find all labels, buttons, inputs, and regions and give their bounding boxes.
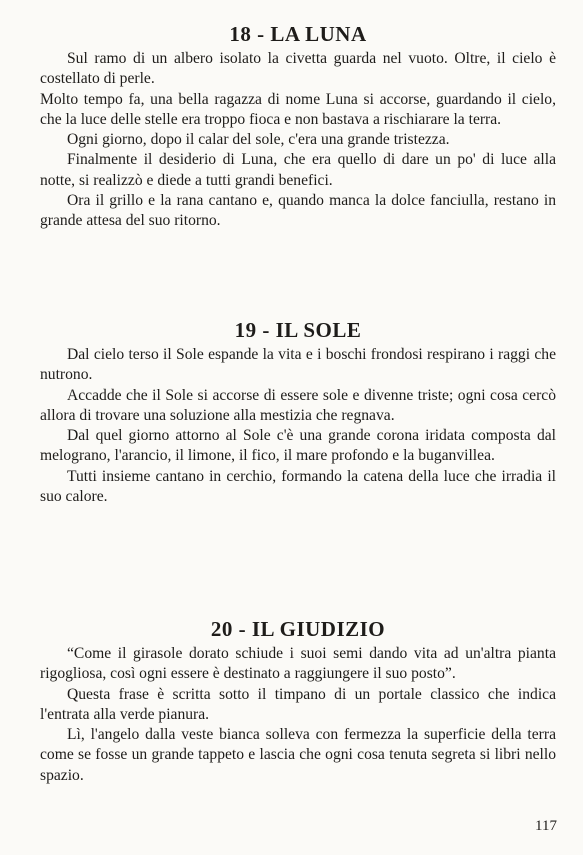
paragraph: Lì, l'angelo dalla veste bianca solleva con fermezza la superficie della terra come se fosse un grande tappeto e lascia che ogni cosa tenuta segreta si libri nello spazio. bbox=[40, 726, 556, 784]
paragraph: “Come il girasole dorato schiude i suoi semi dando vita ad un'altra pianta rigogliosa, così ogni essere è destinato a raggiungere il suo posto”. bbox=[40, 645, 556, 683]
paragraph: Dal cielo terso il Sole espande la vita e i boschi frondosi respirano i raggi che nutrono. bbox=[40, 346, 556, 384]
section-title: 19 - IL SOLE bbox=[234, 318, 362, 342]
paragraph: Ora il grillo e la rana cantano e, quando manca la dolce fanciulla, restano in grande attesa del suo ritorno. bbox=[40, 192, 556, 230]
section-title: 18 - LA LUNA bbox=[229, 22, 367, 46]
page-number: 117 bbox=[535, 818, 557, 834]
section-il-giudizio bbox=[40, 616, 556, 786]
paragraph: Molto tempo fa, una bella ragazza di nome Luna si accorse, guardando il cielo, che la luce delle stelle era troppo fioca e non bastava a rischiarare la terra. bbox=[40, 90, 556, 128]
paragraph: Ogni giorno, dopo il calar del sole, c'era una grande tristezza. bbox=[67, 131, 450, 149]
paragraph: Tutti insieme cantano in cerchio, formando la catena della luce che irradia il suo calore. bbox=[40, 467, 556, 506]
paragraph: Questa frase è scritta sotto il timpano di un portale classico che indica l'entrata alla verde pianura. bbox=[40, 685, 556, 723]
section-il-sole bbox=[40, 317, 556, 507]
section-la-luna bbox=[40, 21, 556, 232]
paragraph: Sul ramo di un albero isolato la civetta guarda nel vuoto. Oltre, il cielo è costellato di perle. bbox=[40, 50, 556, 88]
paragraph: Finalmente il desiderio di Luna, che era quello di dare un po' di luce alla notte, si realizzò e diede a tutti grandi benefici. bbox=[40, 151, 556, 189]
paragraph: Dal quel giorno attorno al Sole c'è una grande corona iridata composta dal melograno, l'arancio, il limone, il fico, il mare profondo e la buganvillea. bbox=[40, 427, 556, 465]
section-title: 20 - IL GIUDIZIO bbox=[210, 617, 386, 641]
paragraph: Accadde che il Sole si accorse di essere sole e divenne triste; ogni cosa cercò allora di trovare una soluzione alla mestizia che regnava. bbox=[40, 386, 556, 424]
